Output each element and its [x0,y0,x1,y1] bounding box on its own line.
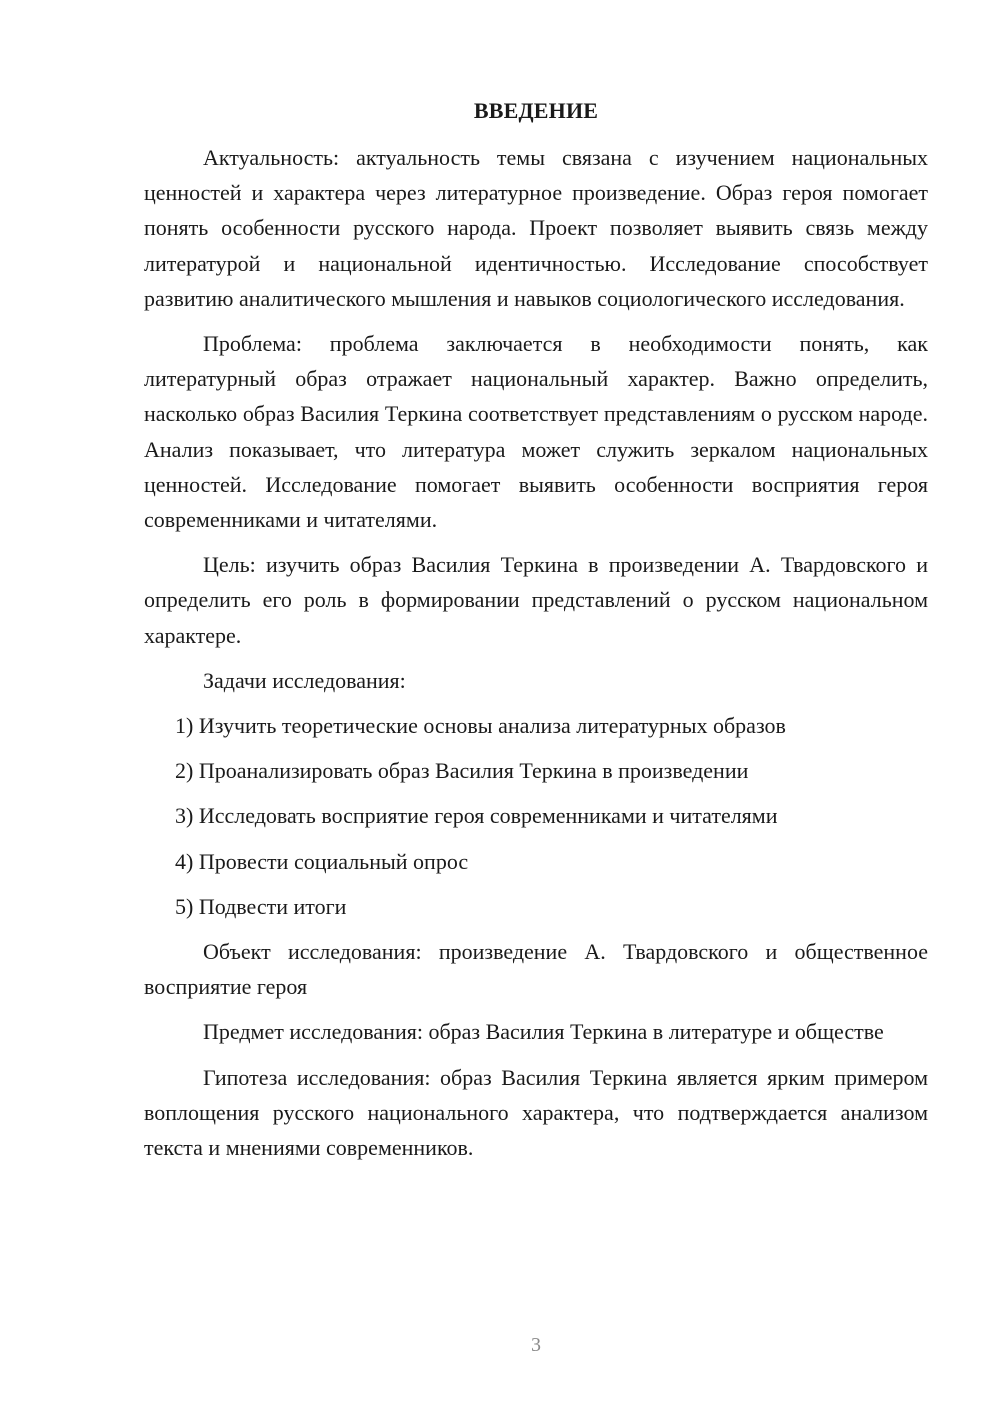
page-title: ВВЕДЕНИЕ [473,98,599,123]
goal-paragraph: Цель: изучить образ Василия Теркина в произведении А. Твардовского и определить его роль в формировании представлений о русском национальном характере. [144,552,928,648]
list-item: 2) Проанализировать образ Василия Теркина в произведении [175,758,749,784]
relevance-paragraph: Актуальность: актуальность темы связана с изучением национальных ценностей и характера через литературное произведение. Образ героя помогает понять особенности русского народа. Проект позволяет выявить связь между литературой и национальной идентичностью. Исследование способствует развитию аналитического мышления и навыков социологического исследования. [144,145,928,311]
tasks-heading: Задачи исследования: [203,667,406,693]
object-paragraph: Объект исследования: произведение А. Твардовского и общественное восприятие героя [144,939,928,1000]
problem-paragraph: Проблема: проблема заключается в необходимости понять, как литературный образ отражает национальный характер. Важно определить, насколько образ Василия Теркина соответствует представлениям о русском народе. Анализ показывает, что литература может служить зеркалом национальных ценностей. Исследование помогает выявить особенности восприятия героя современниками и читателями. [144,331,928,533]
subject-paragraph: Предмет исследования: образ Василия Теркина в литературе и обществе [203,1019,884,1045]
list-item: 4) Провести социальный опрос [175,848,469,874]
tasks-list [144,708,928,924]
list-item: 3) Исследовать восприятие героя современниками и читателями [175,803,778,829]
page-content [144,96,928,1165]
hypothesis-paragraph: Гипотеза исследования: образ Василия Теркина является ярким примером воплощения русского национального характера, что подтверждается анализом текста и мнениями современников. [144,1064,928,1161]
list-item: 5) Подвести итоги [175,893,347,919]
page-number: 3 [531,1334,541,1356]
list-item: 1) Изучить теоретические основы анализа литературных образов [175,713,786,739]
